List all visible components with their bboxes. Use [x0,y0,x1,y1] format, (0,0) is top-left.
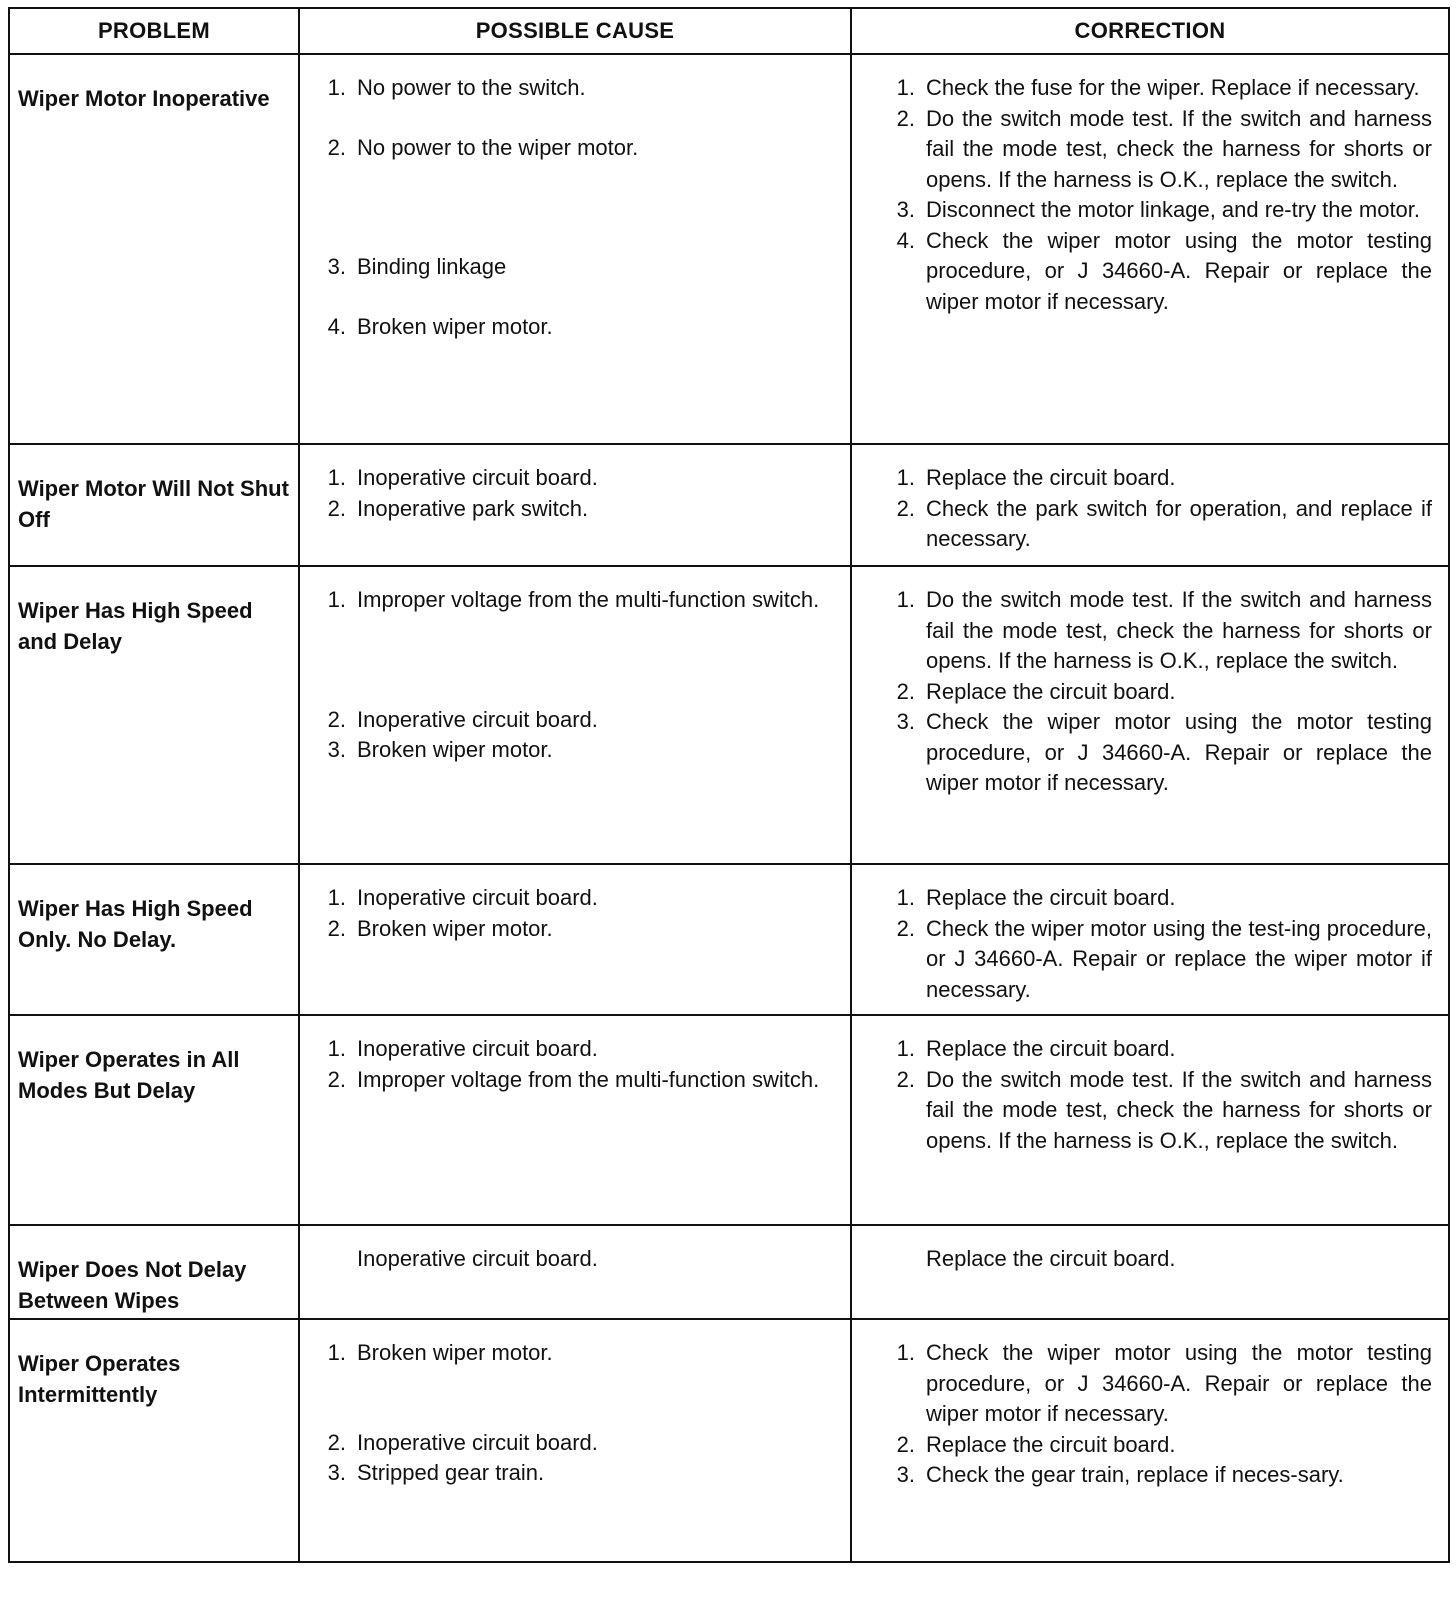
item-text: Inoperative circuit board. [357,885,598,910]
cause-item [300,133,840,164]
item-text: Stripped gear train. [357,1460,545,1485]
item-text: Replace the circuit board. [926,1246,1176,1271]
correction-item [852,883,1438,914]
problem-cell: Wiper Motor Inoperative [9,54,299,444]
header-cause: POSSIBLE CAUSE [299,8,851,54]
item-text: Inoperative circuit board. [357,706,598,732]
cause-item [300,1338,840,1369]
table-row [9,1225,1449,1319]
item-text: Broken wiper motor. [357,313,553,339]
item-number: 3. [327,737,346,762]
item-number: 2. [896,678,915,704]
header-problem: PROBLEM [9,8,299,54]
item-text: Disconnect the motor linkage, and re-try the motor. [926,197,1421,222]
correction-item [852,677,1438,708]
cause-cell [299,444,851,566]
cause-item [300,705,840,736]
table-row [9,444,1449,566]
problem-cell: Wiper Motor Will Not Shut Off [9,444,299,566]
cause-cell [299,566,851,864]
problem-cell: Wiper Operates Intermittently [9,1319,299,1562]
item-number: 4. [896,227,915,253]
item-number: 1. [896,1340,915,1365]
item-number: 1. [896,1036,915,1061]
item-text: Replace the circuit board. [926,885,1176,910]
item-text: Replace the circuit board. [926,465,1176,490]
item-number: 2. [327,1429,346,1455]
cause-item [300,1065,840,1096]
item-text: Do the switch mode test. If the switch and harness fail the mode test, check the harness for shorts or opens. If the harness is O.K., replace the switch. [926,105,1432,192]
cause-cell [299,54,851,444]
item-number: 1. [327,885,346,910]
problem-cell: Wiper Has High Speed and Delay [9,566,299,864]
item-text: Do the switch mode test. If the switch and harness fail the mode test, check the harness for shorts or opens. If the harness is O.K., replace the switch. [926,1066,1432,1153]
table-row [9,1015,1449,1225]
item-number [852,1244,926,1275]
cause-item [300,1034,840,1065]
item-text: Inoperative circuit board. [357,1036,598,1061]
item-number: 1. [327,1036,346,1061]
item-text: Inoperative circuit board. [357,465,598,490]
correction-item [852,73,1438,104]
item-text: Check the gear train, replace if neces-sary. [926,1462,1344,1487]
problem-cell: Wiper Operates in All Modes But Delay [9,1015,299,1225]
cause-item [300,585,840,616]
correction-item [852,1460,1438,1491]
item-text: Check the wiper motor using the motor testing procedure, or J 34660-A. Repair or replace the wiper motor if necessary. [926,709,1432,795]
item-text: Do the switch mode test. If the switch and harness fail the mode test, check the harness for shorts or opens. If the harness is O.K., replace the switch. [926,587,1432,673]
item-number: 2. [327,134,346,160]
table-row [9,1319,1449,1562]
cause-item [300,883,840,914]
item-number: 2. [896,105,915,131]
correction-item [852,1034,1438,1065]
item-number: 2. [327,1066,346,1092]
item-text: Improper voltage from the multi-function switch. [357,587,820,612]
correction-item [852,1065,1438,1157]
item-text: Check the wiper motor using the motor testing procedure, or J 34660-A. Repair or replace the wiper motor if necessary. [926,1340,1432,1426]
item-number: 2. [896,1066,915,1092]
cause-cell [299,864,851,1015]
table-row [9,54,1449,444]
item-text: Check the wiper motor using the test-ing procedure, or J 34660-A. Repair or replace the wiper motor if necessary. [926,915,1432,1002]
item-number: 1. [896,465,915,490]
correction-item [852,914,1438,1006]
item-text: Replace the circuit board. [926,1036,1176,1061]
item-number: 2. [327,495,346,521]
correction-item [852,707,1438,799]
item-text: Binding linkage [357,254,507,279]
item-text: Check the fuse for the wiper. Replace if necessary. [926,75,1420,100]
diagnosis-table [8,7,1450,1563]
header-correction: CORRECTION [851,8,1449,54]
item-number: 2. [327,706,346,732]
item-number: 1. [896,587,915,612]
correction-cell [851,566,1449,864]
correction-item [852,104,1438,196]
cause-item [300,494,840,525]
correction-cell [851,1319,1449,1562]
item-text: Check the park switch for operation, and replace if necessary. [926,495,1432,551]
item-text: Improper voltage from the multi-function switch. [357,1066,820,1092]
cause-item [300,1244,840,1275]
cause-item [300,1428,840,1459]
item-number [300,1244,357,1275]
item-number: 2. [896,495,915,521]
item-text: Broken wiper motor. [357,1340,553,1365]
correction-cell [851,54,1449,444]
item-number: 3. [896,1462,915,1487]
correction-item [852,1338,1438,1430]
item-number: 2. [896,1431,915,1457]
item-number: 3. [896,709,915,734]
item-number: 3. [896,197,915,222]
cause-item [300,1458,840,1489]
cause-cell [299,1015,851,1225]
item-text: Broken wiper motor. [357,737,553,762]
item-text: Inoperative circuit board. [357,1246,598,1271]
cause-cell [299,1319,851,1562]
item-number: 1. [896,75,915,100]
correction-item [852,1430,1438,1461]
item-number: 2. [327,915,346,941]
correction-cell [851,864,1449,1015]
cause-item [300,914,840,945]
item-text: No power to the wiper motor. [357,134,639,160]
header-row [9,8,1449,54]
item-number: 4. [327,313,346,339]
correction-item [852,585,1438,677]
cause-item [300,463,840,494]
correction-cell [851,1225,1449,1319]
item-number: 3. [327,1460,346,1485]
table-row [9,864,1449,1015]
item-number: 2. [896,915,915,941]
item-text: Replace the circuit board. [926,1431,1176,1457]
item-number: 1. [327,465,346,490]
item-text: Inoperative circuit board. [357,1429,598,1455]
correction-item [852,463,1438,494]
item-number: 1. [327,75,346,100]
item-text: Replace the circuit board. [926,678,1176,704]
item-number: 3. [327,254,346,279]
problem-cell: Wiper Does Not Delay Between Wipes [9,1225,299,1319]
correction-cell [851,444,1449,566]
correction-cell [851,1015,1449,1225]
correction-item [852,195,1438,226]
table-row [9,566,1449,864]
correction-item [852,226,1438,318]
cause-item [300,312,840,343]
item-number: 1. [327,587,346,612]
item-number: 1. [327,1340,346,1365]
item-text: No power to the switch. [357,75,586,100]
correction-item [852,1244,1438,1275]
cause-item [300,252,840,283]
cause-item [300,735,840,766]
cause-item [300,73,840,104]
item-text: Broken wiper motor. [357,915,553,941]
correction-item [852,494,1438,555]
cause-cell [299,1225,851,1319]
problem-cell: Wiper Has High Speed Only. No Delay. [9,864,299,1015]
item-text: Check the wiper motor using the motor testing procedure, or J 34660-A. Repair or replace the wiper motor if necessary. [926,227,1432,314]
item-text: Inoperative park switch. [357,495,589,521]
item-number: 1. [896,885,915,910]
